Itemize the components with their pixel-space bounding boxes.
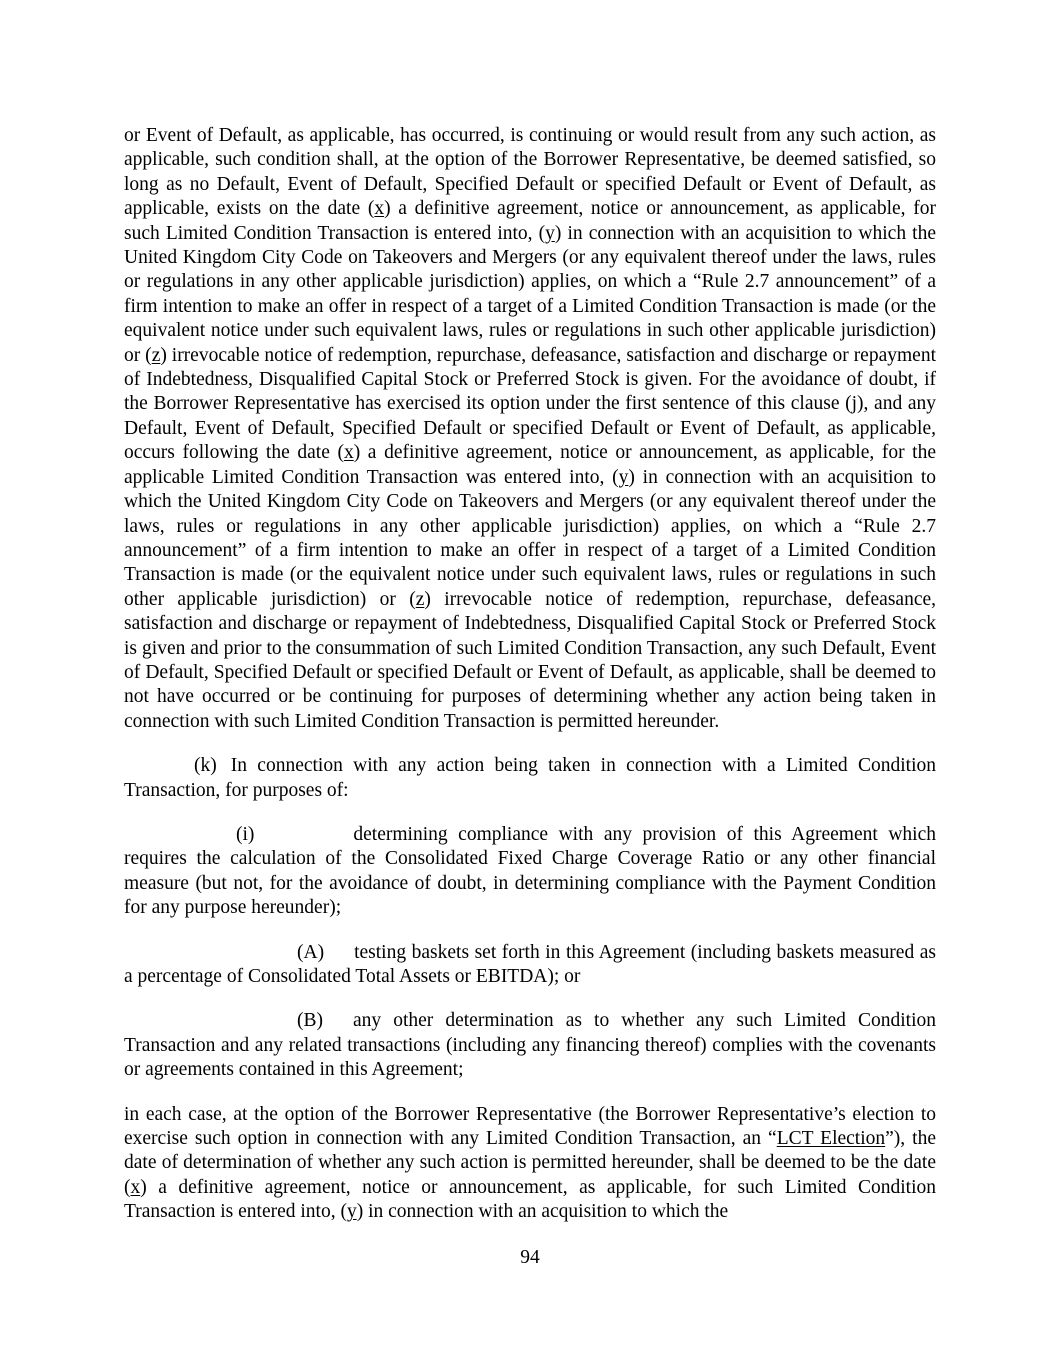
underlined-term: z	[415, 588, 425, 610]
underlined-term: LCT Election	[776, 1128, 886, 1150]
text-run: in each case, at the option of the Borrower Representative (the Borrower Representative’s election to exercise such option in connection with any Limited Condition Transaction, an “	[124, 1103, 936, 1150]
text-run: ) in connection with an acquisition to which the United Kingdom City Code on Takeovers and Mergers (or any equivalent thereof under the laws, rules or regulations in any other applicable jurisdiction) applies, on which a “Rule 2.7 announcement” of a firm intention to make an offer in respect of a target of a Limited Condition Transaction is made (or the equivalent notice under such equivalent laws, rules or regulations in such other applicable jurisdiction) or (	[124, 466, 936, 610]
clause-k-i-A-text: testing baskets set forth in this Agreement (including baskets measured as a percentage of Consolidated Total Assets or EBITDA); or	[124, 941, 936, 987]
clause-k-label: (k)	[194, 755, 217, 777]
page-number: 94	[520, 1246, 540, 1268]
paragraph-clause-k	[124, 754, 936, 803]
clause-k-i-A-label: (A)	[297, 941, 325, 963]
text-run: ”), the date of determination of whether any such action is permitted hereunder, shall be deemed to be the date (	[124, 1128, 936, 1198]
clause-k-text: In connection with any action being taken in connection with a Limited Condition Transaction, for purposes of:	[124, 755, 936, 801]
text-run: or Event of Default, as applicable, has occurred, is continuing or would result from any such action, as applicable, such condition shall, at the option of the Borrower Representative, be deemed satisfied, so long as no Default, Event of Default, Specified Default or specified Default or Event of Default, as applicable, exists on the date (	[124, 125, 936, 220]
clause-k-i-B-label: (B)	[297, 1010, 323, 1032]
clause-k-i-B-text: any other determination as to whether any such Limited Condition Transaction and any related transactions (including any financing thereof) complies with the covenants or agreements contained in this Agreement;	[124, 1010, 936, 1081]
underlined-term: z	[151, 344, 161, 366]
text-run: ) a definitive agreement, notice or announcement, as applicable, for the applicable Limited Condition Transaction was entered into, (	[124, 442, 936, 488]
paragraph-clause-j-continuation	[124, 124, 936, 734]
underlined-term: x	[130, 1176, 141, 1198]
text-run: ) a definitive agreement, notice or announcement, as applicable, for such Limited Condition Transaction is entered into, (	[124, 1176, 936, 1223]
underlined-term: y	[618, 466, 629, 488]
text-run: ) in connection with an acquisition to which the	[356, 1201, 729, 1223]
underlined-term: x	[343, 442, 354, 464]
underlined-term: x	[374, 198, 385, 220]
text-run: ) a definitive agreement, notice or announcement, as applicable, for such Limited Condition Transaction is entered into, (	[124, 198, 936, 244]
paragraph-clause-k-i	[124, 823, 936, 921]
text-run: ) in connection with an acquisition to which the United Kingdom City Code on Takeovers and Mergers (or any equivalent thereof under the laws, rules or regulations in any other applicable jurisdiction) applies, on which a “Rule 2.7 announcement” of a firm intention to make an offer in respect of a target of a Limited Condition Transaction is made (or the equivalent notice under such equivalent laws, rules or regulations in such other applicable jurisdiction) or (	[124, 222, 936, 366]
clause-k-i-text: determining compliance with any provision of this Agreement which requires the calculation of the Consolidated Fixed Charge Coverage Ratio or any other financial measure (but not, for the avoidance of doubt, in determining compliance with the Payment Condition for any purpose hereunder);	[124, 823, 936, 919]
text-run: ) irrevocable notice of redemption, repurchase, defeasance, satisfaction and discharge or repayment of Indebtedness, Disqualified Capital Stock or Preferred Stock is given. For the avoidance of doubt, if the Borrower Representative has exercised its option under the first sentence of this clause (j), and any Default, Event of Default, Specified Default or specified Default or Event of Default, as applicable, occurs following the date (	[124, 344, 936, 464]
text-run: ) irrevocable notice of redemption, repurchase, defeasance, satisfaction and discharge or repayment of Indebtedness, Disqualified Capital Stock or Preferred Stock is given and prior to the consummation of such Limited Condition Transaction, any such Default, Event of Default, Specified Default or specified Default or Event of Default, as applicable, shall be deemed to not have occurred or be continuing for purposes of determining whether any action being taken in connection with such Limited Condition Transaction is permitted hereunder.	[124, 588, 937, 732]
paragraph-clause-k-i-A	[124, 941, 936, 990]
underlined-term: y	[346, 1201, 357, 1223]
underlined-term: y	[545, 222, 555, 244]
paragraph-clause-k-i-B	[124, 1009, 936, 1082]
paragraph-wrapup	[124, 1103, 936, 1225]
clause-k-i-label: (i)	[236, 823, 255, 845]
